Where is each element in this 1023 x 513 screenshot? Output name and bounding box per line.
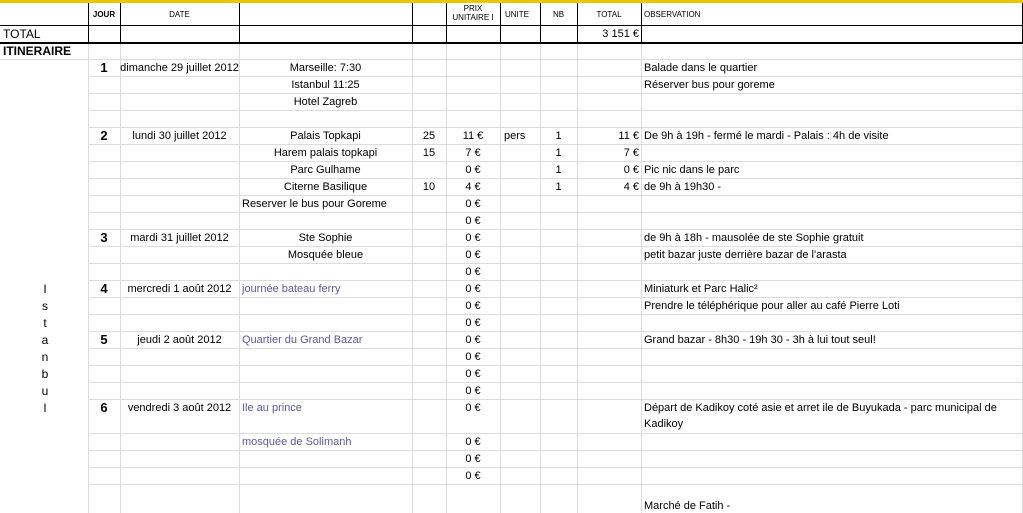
header-jour: JOUR — [92, 10, 116, 19]
row-divider — [88, 331, 1023, 332]
row-divider — [88, 450, 1023, 451]
quantity: 15 — [422, 147, 436, 159]
row-total: 11 € — [618, 130, 639, 142]
count: 1 — [555, 130, 562, 142]
city-letter: t — [43, 316, 47, 330]
unit-price: 0 € — [465, 249, 481, 261]
section-label: ITINERAIRE — [3, 44, 72, 58]
row-divider — [88, 467, 1023, 468]
observation: Grand bazar - 8h30 - 19h 30 - 3h à lui tout seul! — [644, 334, 876, 346]
header-top-border — [0, 0, 1023, 3]
header-date: DATE — [169, 10, 190, 19]
activity: journée bateau ferry — [242, 283, 341, 295]
city-letter: a — [41, 333, 49, 347]
row-divider — [88, 297, 1023, 298]
activity: Marseille: 7:30 — [289, 62, 362, 74]
day-date: mardi 31 juillet 2012 — [130, 232, 229, 244]
unit-price: 0 € — [465, 283, 481, 295]
count: 1 — [555, 164, 562, 176]
city-letter: l — [43, 401, 47, 415]
city-letter: u — [41, 384, 49, 398]
unit: pers — [504, 130, 526, 142]
unit-price: 0 € — [465, 385, 481, 397]
row-divider — [88, 246, 1023, 247]
day-number: 4 — [100, 281, 108, 296]
row-divider — [88, 433, 1023, 434]
day-number: 2 — [100, 128, 108, 143]
row-divider — [88, 93, 1023, 94]
unit-price: 0 € — [465, 266, 481, 278]
observation: Pic nic dans le parc — [644, 164, 740, 176]
observation-cont: Kadikoy — [644, 418, 684, 430]
unit-price: 0 € — [465, 351, 481, 363]
unit-price: 0 € — [465, 470, 481, 482]
row-total: 4 € — [623, 181, 639, 193]
activity: Hotel Zagreb — [293, 96, 358, 108]
activity: Quartier du Grand Bazar — [242, 334, 363, 346]
count: 1 — [555, 181, 562, 193]
row-divider — [88, 263, 1023, 264]
total-value: 3 151 € — [602, 28, 639, 40]
header-prix: PRIX UNITAIRE I — [452, 4, 494, 22]
observation: Balade dans le quartier — [644, 62, 758, 74]
activity: Palais Topkapi — [290, 130, 361, 142]
observation: petit bazar juste derrière bazar de l'arasta — [644, 249, 847, 261]
count: 1 — [555, 147, 562, 159]
row-divider — [88, 76, 1023, 77]
unit-price: 0 € — [465, 453, 481, 465]
day-date: dimanche 29 juillet 2012 — [120, 62, 239, 74]
observation: De 9h à 19h - fermé le mardi - Palais : 4h de visite — [644, 130, 889, 142]
quantity: 25 — [422, 130, 436, 142]
header-bottom-line — [0, 25, 1023, 26]
city-letter: n — [41, 350, 49, 364]
activity: Parc Gulhame — [290, 164, 361, 176]
row-divider — [88, 161, 1023, 162]
observation: Réserver bus pour goreme — [644, 79, 775, 91]
observation: de 9h à 18h - mausolée de ste Sophie gratuit — [644, 232, 864, 244]
activity: Ile au prince — [242, 402, 302, 414]
unit-price: 0 € — [465, 300, 481, 312]
unit-price: 0 € — [465, 368, 481, 380]
row-divider — [88, 314, 1023, 315]
observation: Miniaturk et Parc Halic² — [644, 283, 758, 295]
observation: Prendre le téléphérique pour aller au café Pierre Loti — [644, 300, 900, 312]
quantity: 10 — [422, 181, 436, 193]
observation: Marché de Fatih - — [644, 500, 731, 512]
unit-price: 4 € — [465, 181, 481, 193]
day-number: 5 — [100, 332, 108, 347]
unit-price: 0 € — [465, 334, 481, 346]
day-number: 6 — [100, 400, 108, 415]
city-letter: I — [43, 282, 47, 296]
activity: mosquée de Solimanh — [242, 436, 352, 448]
unit-price: 0 € — [465, 215, 481, 227]
header-total: TOTAL — [596, 10, 622, 19]
total-label: TOTAL — [3, 27, 41, 41]
row-divider — [88, 399, 1023, 400]
unit-price: 0 € — [465, 198, 481, 210]
row-divider — [88, 178, 1023, 179]
header-nb: NB — [552, 10, 565, 19]
day-number: 1 — [100, 60, 108, 75]
header-unite: UNITE — [505, 10, 529, 19]
day-date: lundi 30 juillet 2012 — [132, 130, 227, 142]
row-divider — [88, 229, 1023, 230]
day-date: mercredi 1 août 2012 — [127, 283, 232, 295]
activity: Reserver le bus pour Goreme — [242, 198, 387, 210]
day-date: vendredi 3 août 2012 — [127, 402, 232, 414]
row-divider — [88, 365, 1023, 366]
row-divider — [88, 127, 1023, 128]
observation: Départ de Kadikoy coté asie et arret ile de Buyukada - parc municipal de — [644, 402, 997, 414]
row-divider — [88, 195, 1023, 196]
row-divider — [88, 348, 1023, 349]
row-divider — [88, 484, 1023, 485]
activity: Harem palais topkapi — [273, 147, 378, 159]
day-number: 3 — [100, 230, 108, 245]
unit-price: 7 € — [465, 147, 481, 159]
row-divider — [88, 110, 1023, 111]
unit-price: 0 € — [465, 232, 481, 244]
activity: Ste Sophie — [298, 232, 353, 244]
city-letter: s — [42, 299, 48, 313]
row-total: 0 € — [623, 164, 639, 176]
activity: Citerne Basilique — [283, 181, 368, 193]
unit-price: 11 € — [462, 130, 484, 142]
row-divider — [88, 144, 1023, 145]
day-date: jeudi 2 août 2012 — [137, 334, 222, 346]
total-bottom-line — [0, 42, 1023, 44]
observation: de 9h à 19h30 - — [644, 181, 722, 193]
activity: Mosquée bleue — [287, 249, 364, 261]
unit-price: 0 € — [465, 164, 481, 176]
header-observation: OBSERVATION — [644, 10, 701, 19]
activity: Istanbul 11:25 — [291, 79, 360, 91]
unit-price: 0 € — [465, 317, 481, 329]
unit-price: 0 € — [465, 436, 481, 448]
unit-price: 0 € — [465, 402, 481, 414]
row-divider — [88, 212, 1023, 213]
city-letter: b — [41, 367, 49, 381]
row-total: 7 € — [623, 147, 639, 159]
row-divider — [88, 280, 1023, 281]
row-divider — [88, 382, 1023, 383]
